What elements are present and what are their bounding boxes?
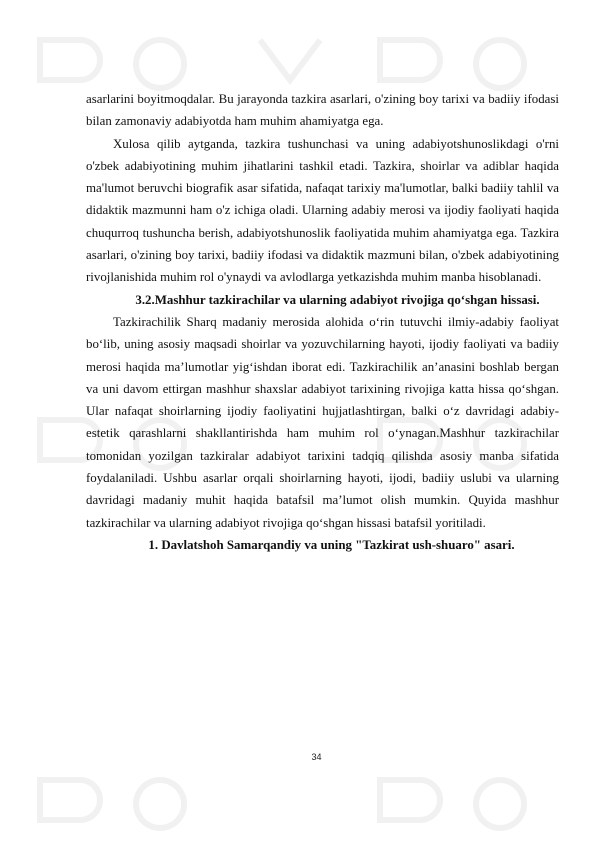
document-body (86, 88, 559, 556)
paragraph-1: asarlarini boyitmoqdalar. Bu jarayonda tazkira asarlari, o'zining boy tarixi va badiiy ifodasi bilan zamonaviy adabiyotda ham muhim ahamiyatga ega. (86, 92, 559, 129)
paragraph-3: Tazkirachilik Sharq madaniy merosida alohida o‘rin tutuvchi ilmiy-adabiy faoliyat bo‘lib, uning asosiy maqsadi shoirlar va yozuvchilarning hayoti, ijodiy faoliyati va badiiy merosi haqida ma’lumotlar yig‘ishdan iborat edi. Tazkirachilik an’anasini boshlab bergan va uni davom ettirgan mashhur shaxslar adabiyot tarixining rivojiga katta hissa qo‘shgan. Ular nafaqat shoirlarning ijodiy faoliyatini hujjatlashtirgan, balki o‘z davridagi adabiy-estetik qarashlarni shakllantirishda ham muhim rol o‘ynagan.Mashhur tazkirachilar tomonidan yozilgan tazkiralar adabiyot tarixini tadqiq qilishda asosiy manba sifatida foydalaniladi. Ushbu asarlar orqali shoirlarning hayoti, ijodi, badiiy uslubi va ularning davridagi madaniy muhit haqida batafsil ma’lumot olish mumkin. Quyida mashhur tazkirachilar va ularning adabiyot rivojiga qo‘shgan hissasi batafsil yoritiladi. (86, 314, 559, 530)
page-number: 34 (311, 752, 322, 762)
section-heading: 3.2.Mashhur tazkirachilar va ularning adabiyot rivojiga qo‘shgan hissasi. (135, 292, 540, 307)
subheading: 1. Davlatshoh Samarqandiy va uning "Tazkirat ush-shuaro" asari. (148, 537, 515, 552)
paragraph-2: Xulosa qilib aytganda, tazkira tushunchasi va uning adabiyotshunoslikdagi o'rni o'zbek adabiyotining muhim jihatlarini tashkil etadi. Tazkira, shoirlar va adiblar haqida ma'lumot beruvchi biografik asar sifatida, nafaqat tarixiy ma'lumotlar, balki badiiy tahlil va didaktik mazmunni ham o'z ichiga oladi. Ularning adabiy merosi va ijodiy faoliyati haqida chuqurroq tushuncha berish, adabiyotshunoslik faoliyatida muhim ahamiyatga ega. Tazkira asarlari, o'zining boy tarixi, badiiy ifodasi va didaktik mazmuni bilan, o'zbek adabiyotining rivojlanishida muhim rol o'ynaydi va avlodlarga yetkazishda muhim manba hisoblanadi. (86, 136, 559, 285)
